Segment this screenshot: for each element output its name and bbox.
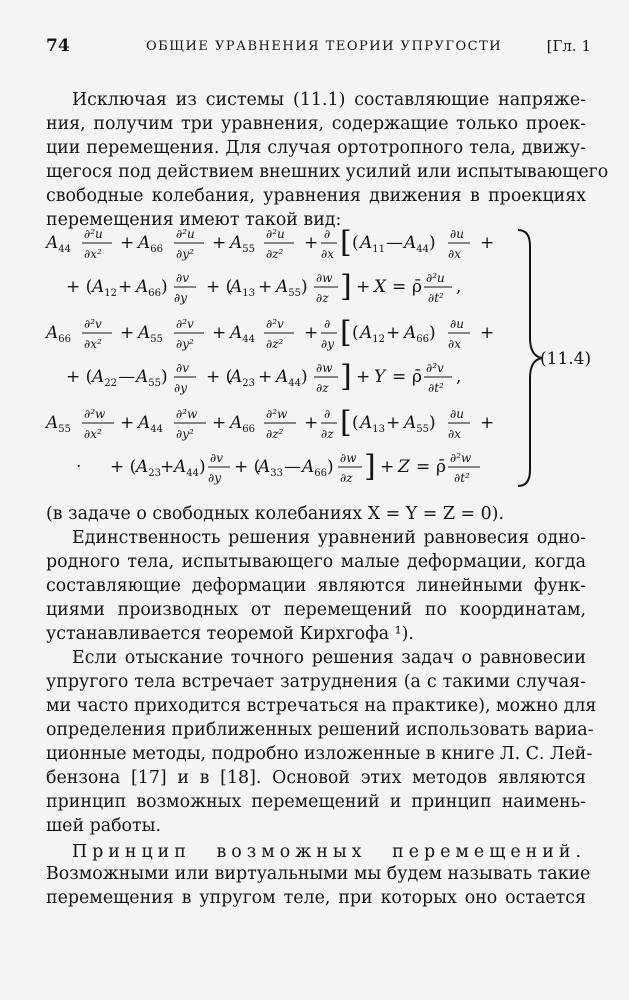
svg-text:∂z²: ∂z² (266, 247, 284, 261)
equation-row-6 (76, 449, 480, 485)
svg-text:+ (: + ( (66, 367, 93, 387)
svg-text:∂w: ∂w (316, 361, 333, 375)
svg-text:∂²w: ∂²w (450, 451, 472, 465)
svg-text:A13: $A_{13}$ (230, 277, 256, 299)
svg-text:]: ] (364, 449, 376, 484)
text-line: свободные колебания, уравнения движения в проекциях (46, 186, 586, 206)
svg-text:,: , (456, 367, 462, 387)
text-line: Возможными или виртуальными мы будем называть такие (46, 864, 591, 884)
svg-text:+ (: + ( (206, 367, 233, 387)
svg-text:∂y²: ∂y² (176, 427, 194, 441)
svg-text:+: + (304, 323, 319, 343)
svg-text:[: [ (340, 405, 352, 440)
svg-text:[: [ (340, 315, 352, 350)
svg-text:∂w: ∂w (340, 451, 357, 465)
svg-text:∂: ∂ (324, 407, 331, 421)
svg-text:∂x: ∂x (448, 247, 461, 261)
text-line: бензона [17] и в [18]. Основой этих методов являются (46, 768, 586, 788)
svg-text:∂z: ∂z (316, 381, 329, 395)
equation-note: (в задаче о свободных колебаниях X = Y = Z = 0). (46, 504, 504, 524)
system-brace (518, 230, 542, 486)
svg-text:[: [ (340, 225, 352, 260)
svg-text:—: — (118, 367, 135, 387)
svg-text:A12: $A_{12}$ (360, 323, 386, 345)
running-title: ОБЩИЕ УРАВНЕНИЯ ТЕОРИИ УПРУГОСТИ (146, 39, 503, 54)
svg-text:∂: ∂ (324, 227, 331, 241)
svg-text:+: + (356, 367, 371, 387)
text-line: упругого тела встречает затруднения (а с такими случая- (46, 672, 586, 692)
text-line: устанавливается теоремой Кирхгофа ¹). (46, 624, 414, 644)
svg-text:∂w: ∂w (316, 271, 333, 285)
svg-text:ρ̄: ρ̄ (412, 367, 422, 387)
svg-text:A55): $A_{55}$) (136, 367, 168, 389)
svg-text:=: = (392, 277, 407, 297)
svg-text:∂x²: ∂x² (84, 427, 102, 441)
svg-text:+: + (304, 233, 319, 253)
svg-text:∂²u: ∂²u (84, 227, 103, 241)
svg-text:+: + (212, 323, 227, 343)
text-line: определения приближенных решений использовать вариа- (46, 720, 594, 740)
svg-text:∂x²: ∂x² (84, 337, 102, 351)
svg-text:+: + (120, 233, 135, 253)
svg-text:(: ( (352, 233, 359, 253)
svg-text:+: + (304, 413, 319, 433)
svg-text:∂z²: ∂z² (266, 337, 284, 351)
svg-text:∂t²: ∂t² (428, 291, 444, 305)
svg-text:+ (: + ( (206, 277, 233, 297)
section-heading: Принцип возможных перемещений. (72, 842, 586, 862)
svg-text:+: + (480, 413, 495, 433)
svg-text:A44: $A_{44}$ (230, 323, 256, 345)
svg-text:=: = (392, 367, 407, 387)
text-line: родного тела, испытывающего малые деформации, когда (46, 552, 586, 572)
text-line: циями производных от перемещений по координатам, (46, 600, 586, 620)
page-number: 74 (46, 36, 70, 56)
svg-text:+: + (480, 233, 495, 253)
svg-text:—: — (284, 457, 301, 477)
svg-text:A66: $A_{66}$ (230, 413, 256, 435)
svg-text:A12: $A_{12}$ (92, 277, 118, 299)
svg-text:+: + (120, 413, 135, 433)
text-line: Единственность решения уравнений равновесия одно- (72, 528, 586, 548)
svg-text:A33: $A_{33}$ (258, 457, 284, 479)
svg-text:A55: $A_{55}$ (138, 323, 164, 345)
svg-text:∂u: ∂u (450, 227, 464, 241)
svg-text:A55: $A_{55}$ (230, 233, 256, 255)
svg-text:A55: $A_{55}$ (46, 413, 72, 435)
svg-text:(: ( (352, 413, 359, 433)
svg-text:ρ̄: ρ̄ (436, 457, 446, 477)
svg-text:∂z: ∂z (316, 291, 329, 305)
svg-text:∂²w: ∂²w (266, 407, 288, 421)
svg-text:+: + (212, 233, 227, 253)
svg-text:A11: $A_{11}$ (360, 233, 386, 255)
svg-text:∂x²: ∂x² (84, 247, 102, 261)
svg-text:∂u: ∂u (450, 407, 464, 421)
text-line: шей работы. (46, 816, 162, 836)
text-line: ния, получим три уравнения, содержащие только проек- (46, 114, 586, 134)
svg-text:∂v: ∂v (210, 451, 223, 465)
svg-text:∂y: ∂y (174, 381, 187, 395)
equation-row-4 (66, 359, 461, 395)
svg-text:∂y: ∂y (174, 291, 187, 305)
text-line: Если отыскание точного решения задач о равновесии (72, 648, 586, 668)
equation-row-5 (44, 405, 494, 441)
svg-text:∂y²: ∂y² (176, 247, 194, 261)
text-line: ции перемещения. Для случая ортотропного тела, движу- (46, 138, 586, 158)
svg-text:+ (: + ( (234, 457, 261, 477)
svg-text:]: ] (340, 269, 352, 304)
svg-text:X: X (374, 277, 387, 297)
svg-text:,: , (456, 277, 462, 297)
equation-number: (11.4) (540, 349, 592, 369)
svg-text:+: + (118, 277, 133, 297)
svg-text:A66): $A_{66}$) (136, 277, 168, 299)
svg-text:∂t²: ∂t² (428, 381, 444, 395)
svg-text:∂u: ∂u (450, 317, 464, 331)
svg-text:∂²v: ∂²v (426, 361, 444, 375)
svg-text:∂²w: ∂²w (176, 407, 198, 421)
svg-text:A66): $A_{66}$) (404, 323, 436, 345)
svg-text:∂x: ∂x (448, 427, 461, 441)
svg-text:∂v: ∂v (176, 361, 189, 375)
svg-text:∂y: ∂y (208, 471, 221, 485)
svg-text:∂v: ∂v (176, 271, 189, 285)
svg-text:∂²u: ∂²u (176, 227, 195, 241)
svg-text:A23: $A_{23}$ (136, 457, 162, 479)
svg-text:A44: $A_{44}$ (138, 413, 164, 435)
svg-text:A66): $A_{66}$) (302, 457, 334, 479)
svg-text:+: + (160, 457, 175, 477)
svg-text:A13: $A_{13}$ (360, 413, 386, 435)
svg-text:∂²v: ∂²v (266, 317, 284, 331)
text-line: Исключая из системы (11.1) составляющие напряже- (72, 90, 586, 110)
chapter-label: [Гл. 1 (546, 37, 591, 55)
svg-text:=: = (416, 457, 431, 477)
svg-text:+: + (258, 277, 273, 297)
svg-text:∂x: ∂x (448, 337, 461, 351)
svg-text:A55): $A_{55}$) (404, 413, 436, 435)
svg-text:∂²u: ∂²u (266, 227, 285, 241)
svg-text:Y: Y (374, 367, 386, 387)
svg-text:A66: $A_{66}$ (138, 233, 164, 255)
svg-text:∂: ∂ (324, 317, 331, 331)
svg-text:+: + (380, 457, 395, 477)
svg-text:∂²v: ∂²v (84, 317, 102, 331)
svg-text:∂y: ∂y (321, 337, 334, 351)
svg-text:∂z: ∂z (340, 471, 353, 485)
text-line: перемещения имеют такой вид: (46, 210, 342, 230)
svg-text:A55): $A_{55}$) (276, 277, 308, 299)
svg-text:∂z²: ∂z² (266, 427, 284, 441)
equation-row-2 (66, 269, 461, 305)
svg-text:∂y²: ∂y² (176, 337, 194, 351)
svg-text:ρ̄: ρ̄ (412, 277, 422, 297)
svg-text:A44): $A_{44}$) (174, 457, 206, 479)
svg-text:∂²u: ∂²u (426, 271, 445, 285)
page-header (46, 36, 591, 58)
text-line: составляющие деформации являются линейными функ- (46, 576, 586, 596)
svg-text:+: + (386, 323, 401, 343)
svg-text:∂x: ∂x (321, 247, 334, 261)
svg-text:—: — (386, 233, 403, 253)
svg-text:+: + (120, 323, 135, 343)
svg-text:(: ( (352, 323, 359, 343)
text-line: перемещения в упругом теле, при которых оно остается (46, 888, 586, 908)
svg-text:A44): $A_{44}$) (404, 233, 436, 255)
svg-text:A23: $A_{23}$ (230, 367, 256, 389)
svg-text:∂²v: ∂²v (176, 317, 194, 331)
svg-text:+: + (480, 323, 495, 343)
svg-text:·: · (76, 457, 82, 477)
equation-row-1 (44, 225, 494, 261)
text-line: щегося под действием внешних усилий или испытывающего (46, 162, 609, 182)
text-line: ми часто приходится встречаться на практике), можно для (46, 696, 597, 716)
svg-text:+ (: + ( (66, 277, 93, 297)
svg-text:]: ] (340, 359, 352, 394)
text-line: ционные методы, подробно изложенные в книге Л. С. Лей- (46, 744, 593, 764)
svg-text:A22: $A_{22}$ (92, 367, 118, 389)
svg-text:∂²w: ∂²w (84, 407, 106, 421)
equation-system (40, 220, 600, 496)
svg-text:Z: Z (398, 457, 410, 477)
svg-text:A44): $A_{44}$) (276, 367, 308, 389)
equation-row-3 (44, 315, 494, 351)
svg-text:+: + (356, 277, 371, 297)
svg-text:+: + (258, 367, 273, 387)
svg-text:+: + (212, 413, 227, 433)
svg-text:∂z: ∂z (321, 427, 334, 441)
svg-text:+ (: + ( (110, 457, 137, 477)
svg-text:A66: $A_{66}$ (46, 323, 72, 345)
svg-text:∂t²: ∂t² (454, 471, 470, 485)
svg-text:+: + (386, 413, 401, 433)
text-line: принцип возможных перемещений и принцип наимень- (46, 792, 586, 812)
svg-text:A44: $A_{44}$ (46, 233, 72, 255)
